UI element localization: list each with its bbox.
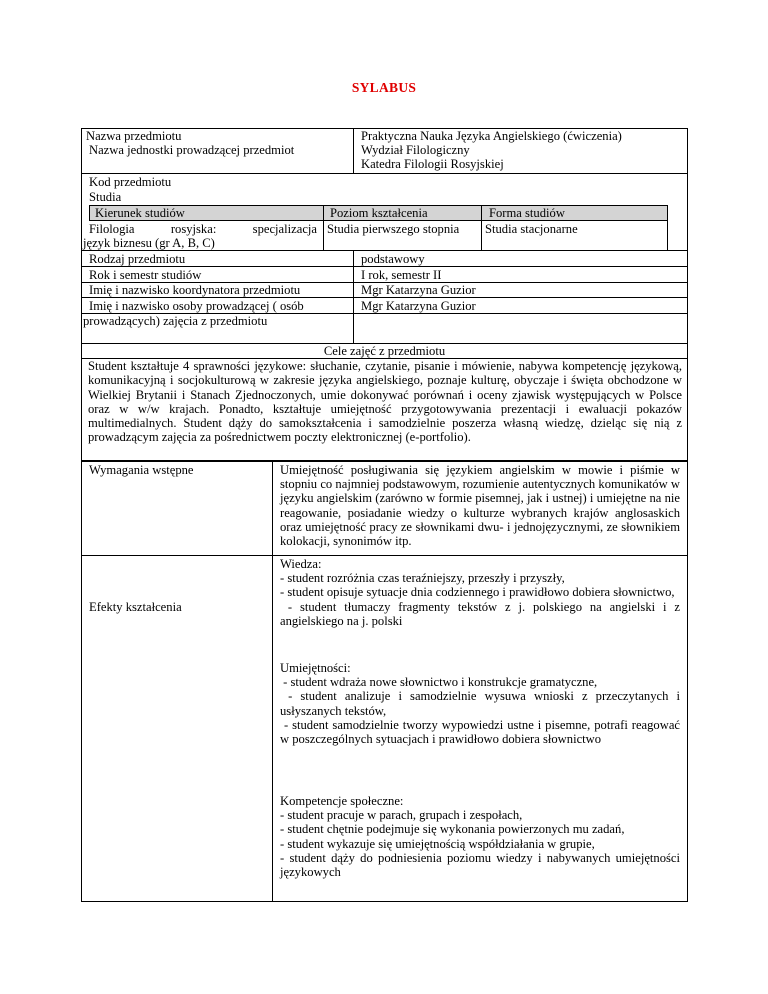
value-rok: I rok, semestr II (361, 268, 442, 282)
table-border (81, 461, 688, 462)
kompetencje-item-4: - student dąży do podniesienia poziomu wiedzy i nabywanych umiejętności językowych (280, 850, 684, 880)
table-border (81, 555, 688, 556)
value-katedra: Katedra Filologii Rosyjskiej (361, 157, 504, 171)
table-border (687, 173, 688, 461)
efekty-content (280, 557, 684, 628)
value-koordynator: Mgr Katarzyna Guzior (361, 283, 476, 297)
wiedza-item-3: - student tłumaczy fragmenty tekstów z j. polskiego na angielski i z angielskiego na j. polski (280, 599, 684, 628)
value-prowadzacy: Mgr Katarzyna Guzior (361, 299, 476, 313)
cele-header: Cele zajęć z przedmiotu (323, 344, 446, 358)
umiejetnosci-item-1: - student wdraża nowe słownictwo i konstrukcje gramatyczne, (280, 675, 598, 690)
kompetencje-item-2: - student chętnie podejmuje się wykonania powierzonych mu zadań, (280, 822, 625, 837)
kompetencje-header: Kompetencje społeczne: (280, 794, 404, 808)
table-border (687, 128, 688, 174)
label-studia: Studia (89, 190, 122, 204)
header-kierunek: Kierunek studiów (95, 206, 185, 220)
value-wydzial: Wydział Filologiczny (361, 143, 470, 157)
value-kierunek-line1: Filologia rosyjska: specjalizacja (89, 222, 317, 236)
label-rok: Rok i semestr studiów (89, 268, 202, 282)
table-border (89, 205, 90, 221)
value-kierunek-line2: język biznesu (gr A, B, C) (83, 236, 215, 250)
label-rodzaj: Rodzaj przedmiotu (89, 252, 186, 266)
umiejetnosci-content (280, 661, 684, 747)
table-border (323, 205, 324, 250)
umiejetnosci-item-2: - student analizuje i samodzielnie wysuwa wnioski z przeczytanych i usłyszanych tekstów, (280, 689, 684, 718)
table-border (81, 173, 688, 174)
table-border (353, 250, 354, 344)
wymagania-text: Umiejętność posługiwania się językiem angielskim w mowie i piśmie w stopniu co najmniej podstawowym, rozumienie autentycznych komunikatów w języku angielskim (zarówno w formie pisemnej, jak i ustnej) i umiejętne na nie reagowanie, posiadanie wiedzy o kulturze wybranych krajów anglosaskich oraz umiejętność pracy ze słownikami dwu- i jednojęzycznymi, ze słownikiem kolokacji, synonimów itp. (280, 463, 680, 549)
table-border (667, 205, 668, 250)
header-poziom: Poziom kształcenia (330, 206, 428, 220)
table-border (353, 128, 354, 174)
header-forma: Forma studiów (489, 206, 565, 220)
label-prowadzacy-line2: prowadzących) zajęcia z przedmiotu (83, 314, 268, 328)
table-border (81, 128, 82, 174)
label-efekty: Efekty kształcenia (89, 600, 182, 614)
wiedza-item-2: - student opisuje sytuacje dnia codziennego i prawidłowo dobiera słownictwo, (280, 585, 675, 600)
label-nazwa-jednostki: Nazwa jednostki prowadzącej przedmiot (89, 143, 295, 157)
cele-text: Student kształtuje 4 sprawności językowe: słuchanie, czytanie, pisanie i mówienie, nabywa kompetencję językową, komunikacyjną i socjokulturową w zakresie języka angielskiego, poznaje kulturę, obyczaje i święta obchodzone w Wielkiej Brytanii i Stanach Zjednoczonych, umie dokonywać porównań i oceny zjawisk występujących w Polsce oraz w w/w krajach. Ponadto, kształtuje umiejętność przygotowywania prezentacji i ewaluacji pokazów multimedialnych. Student dąży do samokształcenia i samodzielnie poszerza własną wiedzę, dzieląc się nią z prowadzącym zajęcia za pośrednictwem poczty elektronicznej (e-portfolio). (88, 359, 682, 445)
table-border (687, 461, 688, 902)
label-prowadzacy-line1: Imię i nazwisko osoby prowadzącej ( osób (89, 299, 304, 313)
label-nazwa-przedmiotu: Nazwa przedmiotu (86, 129, 182, 143)
value-forma: Studia stacjonarne (485, 222, 578, 236)
value-rodzaj: podstawowy (361, 252, 425, 266)
table-border (81, 173, 82, 461)
label-koordynator: Imię i nazwisko koordynatora przedmiotu (89, 283, 301, 297)
kompetencje-item-1: - student pracuje w parach, grupach i zespołach, (280, 808, 523, 823)
table-border (81, 901, 688, 902)
umiejetnosci-header: Umiejętności: (280, 661, 351, 675)
label-wymagania: Wymagania wstępne (89, 463, 194, 477)
label-kod-przedmiotu: Kod przedmiotu (89, 175, 172, 189)
table-border (481, 205, 482, 250)
value-przedmiot: Praktyczna Nauka Języka Angielskiego (ćwiczenia) (361, 129, 622, 143)
kompetencje-item-3: - student wykazuje się umiejętnością współdziałania w grupie, (280, 836, 595, 851)
kompetencje-content (280, 794, 684, 880)
umiejetnosci-item-3: - student samodzielnie tworzy wypowiedzi ustne i pisemne, potrafi reagować w poszczególnych sytuacjach i prawidłowo dobiera słownictwo (280, 717, 684, 747)
document-title: SYLABUS (351, 80, 417, 95)
value-poziom: Studia pierwszego stopnia (327, 222, 460, 236)
wiedza-header: Wiedza: (280, 557, 322, 571)
table-border (81, 461, 82, 902)
table-border (272, 461, 273, 902)
wiedza-item-1: - student rozróżnia czas teraźniejszy, przeszły i przyszły, (280, 571, 565, 586)
